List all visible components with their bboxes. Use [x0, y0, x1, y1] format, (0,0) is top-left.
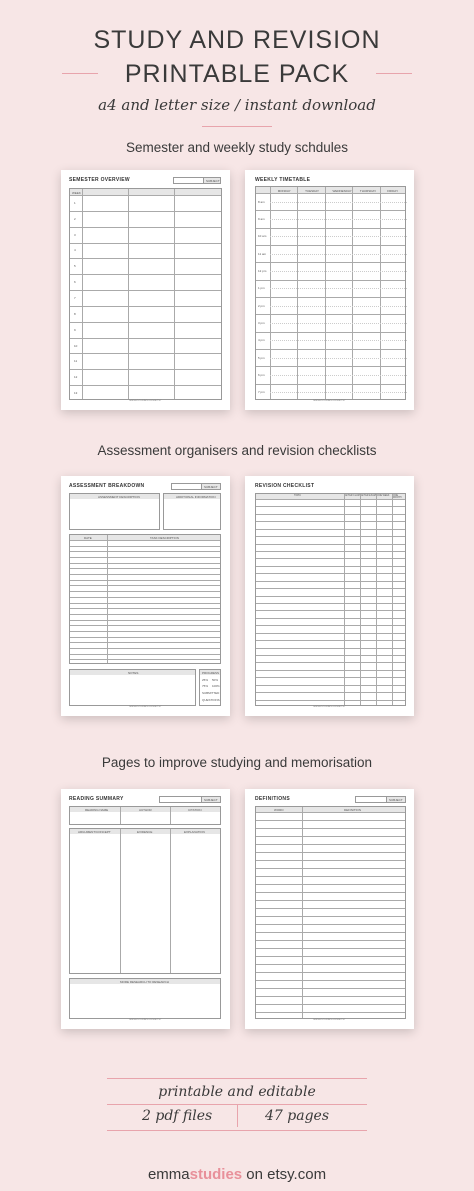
notes-label: NOTES: [128, 671, 139, 675]
half-hour-line: [270, 288, 407, 289]
task-row-line: [70, 597, 220, 598]
checklist-column-line: [344, 494, 345, 705]
brand-prefix: emma: [147, 1166, 190, 1183]
hour-row-line: [256, 384, 405, 385]
checklist-row-line: [256, 625, 405, 626]
hour-row-line: [256, 210, 405, 211]
task-row-line: [70, 642, 220, 643]
subject-label: SUBJECT: [204, 485, 218, 489]
hour-row-line: [256, 228, 405, 229]
week-row-line: [70, 353, 221, 354]
week-row-line: [70, 306, 221, 307]
reading-columns: [69, 828, 221, 974]
section-caption: Pages to improve studying and memorisation: [101, 755, 373, 770]
task-row-line: [70, 608, 220, 609]
definition-row-line: [256, 948, 405, 949]
task-row-line: [70, 540, 220, 541]
hour-row-line: [256, 349, 405, 350]
checklist-row-line: [256, 685, 405, 686]
argument-header: ARGUMENT/CONCEPT: [78, 830, 111, 834]
task-row-line: [70, 614, 220, 615]
task-header: TASK DESCRIPTION: [150, 536, 179, 540]
pdf-files-text: 2 pdf files: [142, 1108, 213, 1124]
half-hour-line: [270, 306, 407, 307]
checklist-row-line: [256, 596, 405, 597]
page-title-line-1: STUDY AND REVISION: [93, 26, 381, 54]
time-label: 12 pm: [258, 269, 267, 273]
definition-row-line: [256, 884, 405, 885]
definition-row-line: [256, 812, 405, 813]
half-hour-line: [270, 392, 407, 393]
week-row-line: [70, 338, 221, 339]
definition-row-line: [256, 972, 405, 973]
task-row-line: [70, 568, 220, 569]
brand-bold: studies: [189, 1166, 243, 1183]
page-footer: EMMASTUDIES.COM/ETSY: [313, 399, 346, 402]
printable-editable-text: printable and editable: [158, 1084, 316, 1100]
page-count-text: 47 pages: [265, 1108, 330, 1124]
day-header: MONDAY: [277, 188, 291, 193]
definition-row-line: [256, 844, 405, 845]
checklist-row-line: [256, 499, 405, 500]
definition-row-line: [256, 996, 405, 997]
weekly-timetable-page: [245, 170, 414, 410]
reading-name-header: READING NAME: [85, 808, 109, 812]
definition-row-line: [256, 908, 405, 909]
half-hour-line: [270, 375, 407, 376]
checklist-row-line: [256, 677, 405, 678]
definition-row-line: [256, 1012, 405, 1013]
hour-row-line: [256, 280, 405, 281]
checklist-column-line: [376, 494, 377, 705]
definition-row-line: [256, 852, 405, 853]
week-row-line: [70, 385, 221, 386]
progress-questions: QUESTIONS: [202, 698, 220, 702]
task-row-line: [70, 648, 220, 649]
time-label: 1 pm: [258, 286, 265, 291]
task-row-line: [70, 546, 220, 547]
brand-suffix: on etsy.com: [242, 1166, 327, 1183]
week-row-line: [70, 258, 221, 259]
more-research-box: [69, 978, 221, 1019]
task-row-line: [70, 654, 220, 655]
date-header: DATE: [84, 536, 92, 540]
week-number: 6: [74, 280, 76, 285]
week-number: 9: [74, 327, 76, 332]
week-number: 12: [74, 375, 78, 380]
task-row-line: [70, 574, 220, 575]
task-row-line: [70, 580, 220, 581]
semester-grid: [69, 188, 222, 400]
hour-row-line: [256, 245, 405, 246]
time-label: 8 am: [258, 199, 265, 204]
definition-row-line: [256, 964, 405, 965]
definition-row-line: [256, 916, 405, 917]
task-table: [69, 534, 221, 664]
page-footer: EMMASTUDIES.COM/ETSY: [129, 705, 162, 708]
checklist-row-line: [256, 618, 405, 619]
definition-row-line: [256, 988, 405, 989]
half-hour-line: [270, 202, 407, 203]
task-row-line: [70, 551, 220, 552]
citation-header: CITATION: [188, 808, 202, 812]
checklist-column-line: [360, 494, 361, 705]
day-header: THURSDAY: [359, 188, 377, 193]
assessment-description-box: [69, 493, 160, 530]
subtitle: a4 and letter size / instant download: [98, 96, 376, 114]
week-row-line: [70, 211, 221, 212]
section-caption: Semester and weekly study schdules: [125, 140, 349, 155]
progress-50: 50%: [212, 678, 219, 682]
time-label: 7 pm: [258, 390, 265, 395]
task-row-line: [70, 637, 220, 638]
checklist-row-line: [256, 633, 405, 634]
additional-info-label: ADDITIONAL INFORMATION: [176, 495, 216, 499]
checklist-row-line: [256, 536, 405, 537]
checklist-header: AFTER CLASS: [345, 495, 361, 497]
progress-25: 25%: [202, 678, 209, 682]
section-caption: Assessment organisers and revision checklists: [97, 443, 377, 458]
divider: [202, 126, 272, 127]
brand-link[interactable]: [0, 1166, 474, 1183]
definition-row-line: [256, 892, 405, 893]
task-row-line: [70, 603, 220, 604]
checklist-row-line: [256, 581, 405, 582]
checklist-grid: [255, 493, 406, 706]
definition-row-line: [256, 868, 405, 869]
notes-box: [69, 669, 196, 706]
page-footer: EMMASTUDIES.COM/ETSY: [129, 1018, 162, 1021]
progress-box: [199, 669, 221, 706]
day-header: WEDNESDAY: [332, 188, 352, 193]
time-label: 11 am: [258, 251, 267, 256]
definition-row-line: [256, 924, 405, 925]
page-footer: EMMASTUDIES.COM/ETSY: [129, 399, 162, 402]
definition-row-line: [256, 980, 405, 981]
page-footer: EMMASTUDIES.COM/ETSY: [313, 1018, 346, 1021]
week-number: 1: [74, 200, 76, 205]
week-row-line: [70, 290, 221, 291]
timetable-grid: [255, 186, 406, 400]
checklist-row-line: [256, 655, 405, 656]
hour-row-line: [256, 366, 405, 367]
task-row-line: [70, 631, 220, 632]
half-hour-line: [270, 323, 407, 324]
reading-summary-page: [61, 789, 230, 1029]
definition-row-line: [256, 932, 405, 933]
checklist-row-line: [256, 566, 405, 567]
hour-row-line: [256, 297, 405, 298]
week-number: 2: [74, 216, 76, 221]
divider: [376, 73, 412, 74]
progress-submitted: SUBMITTED: [202, 691, 220, 695]
week-row-line: [70, 322, 221, 323]
page-title-line-2: PRINTABLE PACK: [124, 60, 350, 88]
explanation-header: EXPLANATION: [184, 830, 205, 834]
hour-row-line: [256, 262, 405, 263]
checklist-row-line: [256, 700, 405, 701]
week-number: 5: [74, 264, 76, 269]
time-label: 6 pm: [258, 373, 265, 377]
hour-row-line: [256, 332, 405, 333]
checklist-header: TOPIC: [294, 495, 301, 497]
week-number: 10: [74, 343, 78, 348]
definitions-page: [245, 789, 414, 1029]
definition-row-line: [256, 836, 405, 837]
checklist-row-line: [256, 603, 405, 604]
time-label: 4 pm: [258, 338, 265, 343]
checklist-header: AFTER EXAMS: [361, 495, 378, 497]
checklist-header: ONE WEEK: [377, 495, 390, 497]
checklist-row-line: [256, 551, 405, 552]
checklist-row-line: [256, 662, 405, 663]
checklist-row-line: [256, 648, 405, 649]
author-header: AUTHOR: [139, 808, 152, 812]
week-row-line: [70, 274, 221, 275]
time-label: 2 pm: [258, 303, 265, 308]
divider: [237, 1105, 238, 1127]
page-heading: SEMESTER OVERVIEW: [69, 177, 130, 183]
page-heading: WEEKLY TIMETABLE: [255, 177, 311, 183]
task-row-line: [70, 625, 220, 626]
definition-row-line: [256, 940, 405, 941]
time-label: 3 pm: [258, 321, 265, 325]
checklist-row-line: [256, 573, 405, 574]
week-number: 4: [74, 248, 76, 253]
definition-row-line: [256, 900, 405, 901]
page-footer: EMMASTUDIES.COM/ETSY: [313, 705, 346, 708]
week-number: 8: [74, 311, 76, 316]
page-heading: REVISION CHECKLIST: [255, 483, 315, 489]
task-row-line: [70, 585, 220, 586]
definition-row-line: [256, 876, 405, 877]
checklist-row-line: [256, 521, 405, 522]
subject-label: SUBJECT: [204, 798, 218, 802]
definition-row-line: [256, 956, 405, 957]
evidence-header: EVIDENCE: [137, 830, 153, 834]
half-hour-line: [270, 340, 407, 341]
checklist-row-line: [256, 544, 405, 545]
semester-overview-page: [61, 170, 230, 410]
week-number: 13: [74, 391, 78, 396]
assessment-breakdown-page: [61, 476, 230, 716]
progress-100: 100%: [212, 684, 220, 688]
definition-row-line: [256, 860, 405, 861]
word-header: WORD: [274, 808, 284, 812]
week-number: 11: [74, 359, 78, 364]
definition-row-line: [256, 828, 405, 829]
task-row-line: [70, 620, 220, 621]
checklist-row-line: [256, 640, 405, 641]
divider: [62, 73, 98, 74]
time-label: 5 pm: [258, 355, 265, 360]
week-row-line: [70, 243, 221, 244]
week-row-line: [70, 369, 221, 370]
day-header: TUESDAY: [305, 188, 320, 193]
task-row-line: [70, 659, 220, 660]
week-header: WEEK: [72, 190, 81, 195]
half-hour-line: [270, 358, 407, 359]
hour-row-line: [256, 314, 405, 315]
task-row-line: [70, 563, 220, 564]
week-row-line: [70, 195, 221, 196]
half-hour-line: [270, 236, 407, 237]
page-heading: DEFINITIONS: [255, 796, 290, 802]
progress-75: 75%: [202, 684, 209, 688]
divider: [107, 1130, 367, 1131]
checklist-row-line: [256, 610, 405, 611]
revision-checklist-page: [245, 476, 414, 716]
checklist-row-line: [256, 692, 405, 693]
week-number: 3: [74, 232, 76, 237]
hour-row-line: [256, 193, 405, 194]
week-row-line: [70, 227, 221, 228]
definition-row-line: [256, 1004, 405, 1005]
checklist-row-line: [256, 506, 405, 507]
time-label: 9 am: [258, 217, 265, 221]
definition-row-line: [256, 820, 405, 821]
checklist-row-line: [256, 588, 405, 589]
page-heading: ASSESSMENT BREAKDOWN: [69, 483, 145, 489]
checklist-row-line: [256, 558, 405, 559]
time-label: 10 am: [258, 234, 267, 239]
divider: [107, 1078, 367, 1079]
checklist-row-line: [256, 670, 405, 671]
definition-header: DEFINITION: [344, 808, 361, 812]
reading-info-row: [69, 806, 221, 825]
subject-label: SUBJECT: [389, 798, 403, 802]
checklist-column-line: [392, 494, 393, 705]
checklist-header: ONE MONTH: [393, 495, 402, 499]
checklist-row-line: [256, 514, 405, 515]
assessment-description-label: ASSESSMENT DESCRIPTION: [98, 495, 140, 499]
checklist-row-line: [256, 529, 405, 530]
more-research-label: MORE RESEARCH TO RESEARCH: [120, 980, 169, 984]
day-header: FRIDAY: [387, 188, 399, 193]
half-hour-line: [270, 219, 407, 220]
subject-label: SUBJECT: [206, 179, 220, 183]
half-hour-line: [270, 271, 407, 272]
task-row-line: [70, 591, 220, 592]
week-number: 7: [74, 296, 76, 300]
additional-info-box: [163, 493, 221, 530]
progress-label: PROGRESS: [202, 671, 220, 675]
definitions-grid: [255, 806, 406, 1019]
task-row-line: [70, 557, 220, 558]
page-heading: READING SUMMARY: [69, 796, 124, 802]
half-hour-line: [270, 254, 407, 255]
